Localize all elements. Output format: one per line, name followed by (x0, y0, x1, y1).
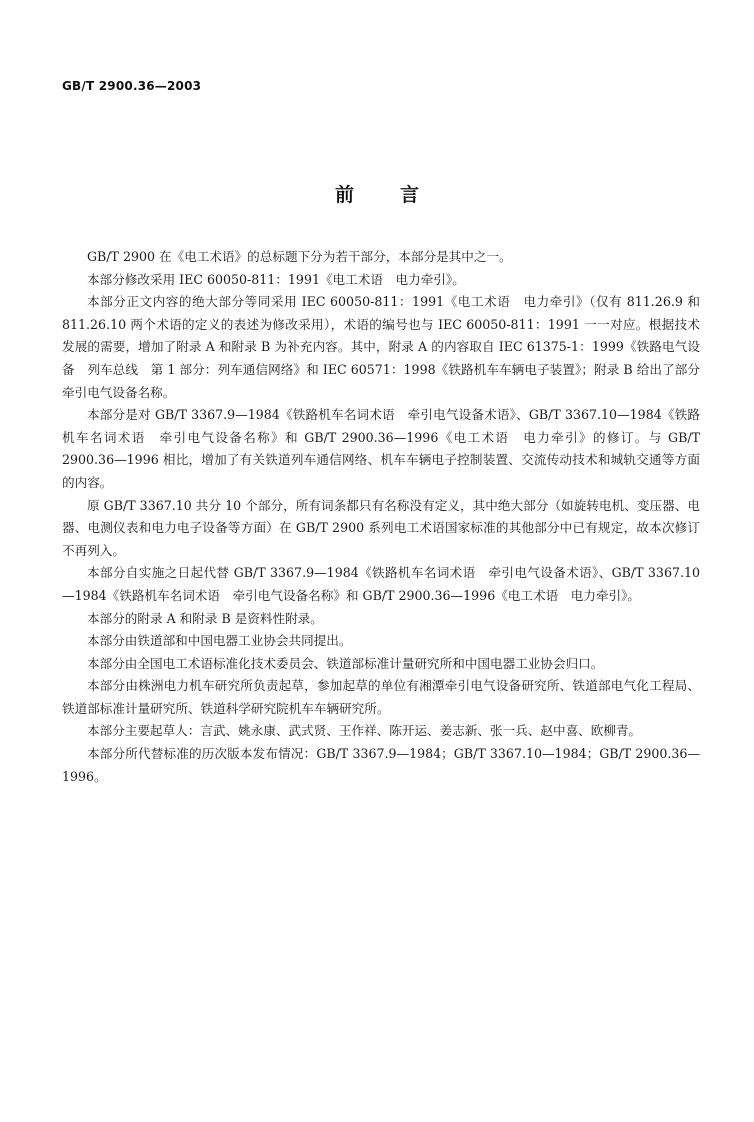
paragraph: 本部分是对 GB/T 3367.9—1984《铁路机车名词术语 牵引电气设备术语》、GB/T 3367.10—1984《铁路机车名词术语 牵引电气设备名称》和 GB/T 2900.36—1996《电工术语 电力牵引》的修订。与 GB/T 2900.36—1996 相比，增加了有关铁道列车通信网络、机车车辆电子控制装置、交流传动技术和城轨交通等方面的内容。 (62, 407, 700, 490)
paragraph: 本部分修改采用 IEC 60050-811：1991《电工术语 电力牵引》。 (87, 271, 465, 287)
paragraph: GB/T 2900 在《电工术语》的总标题下分为若干部分，本部分是其中之一。 (87, 249, 512, 264)
paragraph: 本部分正文内容的绝大部分等同采用 IEC 60050-811：1991《电工术语 电力牵引》（仅有 811.26.9 和 811.26.10 两个术语的定义的表述为修改采用），术语的编号也与 IEC 60050-811：1991 一一对应。根据技术发展的需要，增加了附录 A 和附录 B 为补充内容。其中，附录 A 的内容取自 IEC 61375-1：1999《铁路电气设备 列车总线 第 1 部分：列车通信网络》和 IEC 60571：1998《铁路机车车辆电子装置》；附录 B 给出了部分牵引电气设备名称。 (62, 294, 700, 400)
paragraph: 本部分由铁道部和中国电器工业协会共同提出。 (87, 633, 352, 649)
paragraph: 原 GB/T 3367.10 共分 10 个部分，所有词条都只有名称没有定义，其中绝大部分（如旋转电机、变压器、电器、电测仪表和电力电子设备等方面）在 GB/T 2900 系列电工术语国家标准的其他部分中已有规定，故本次修订不再列入。 (62, 497, 700, 558)
paragraph: 本部分由全国电工术语标准化技术委员会、铁道部标准计量研究所和中国电器工业协会归口。 (87, 655, 604, 671)
paragraph: 本部分由株洲电力机车研究所负责起草，参加起草的单位有湘潭牵引电气设备研究所、铁道部电气化工程局、铁道部标准计量研究所、铁道科学研究院机车车辆研究所。 (62, 678, 700, 716)
page-title: 前言 (334, 184, 465, 206)
paragraph: 本部分自实施之日起代替 GB/T 3367.9—1984《铁路机车名词术语 牵引电气设备术语》、GB/T 3367.10—1984《铁路机车名词术语 牵引电气设备名称》和 GB/T 2900.36—1996《电工术语 电力牵引》。 (62, 565, 700, 603)
paragraph: 本部分所代替标准的历次版本发布情况：GB/T 3367.9—1984；GB/T 3367.10—1984；GB/T 2900.36—1996。 (62, 746, 700, 784)
standard-number: GB/T 2900.36—2003 (62, 79, 202, 93)
paragraph: 本部分主要起草人：言武、姚永康、武式贤、王作祥、陈开运、姜志新、张一兵、赵中喜、欧柳青。 (87, 723, 642, 739)
foreword-body (62, 246, 700, 788)
paragraph: 本部分的附录 A 和附录 B 是资料性附录。 (87, 610, 323, 626)
